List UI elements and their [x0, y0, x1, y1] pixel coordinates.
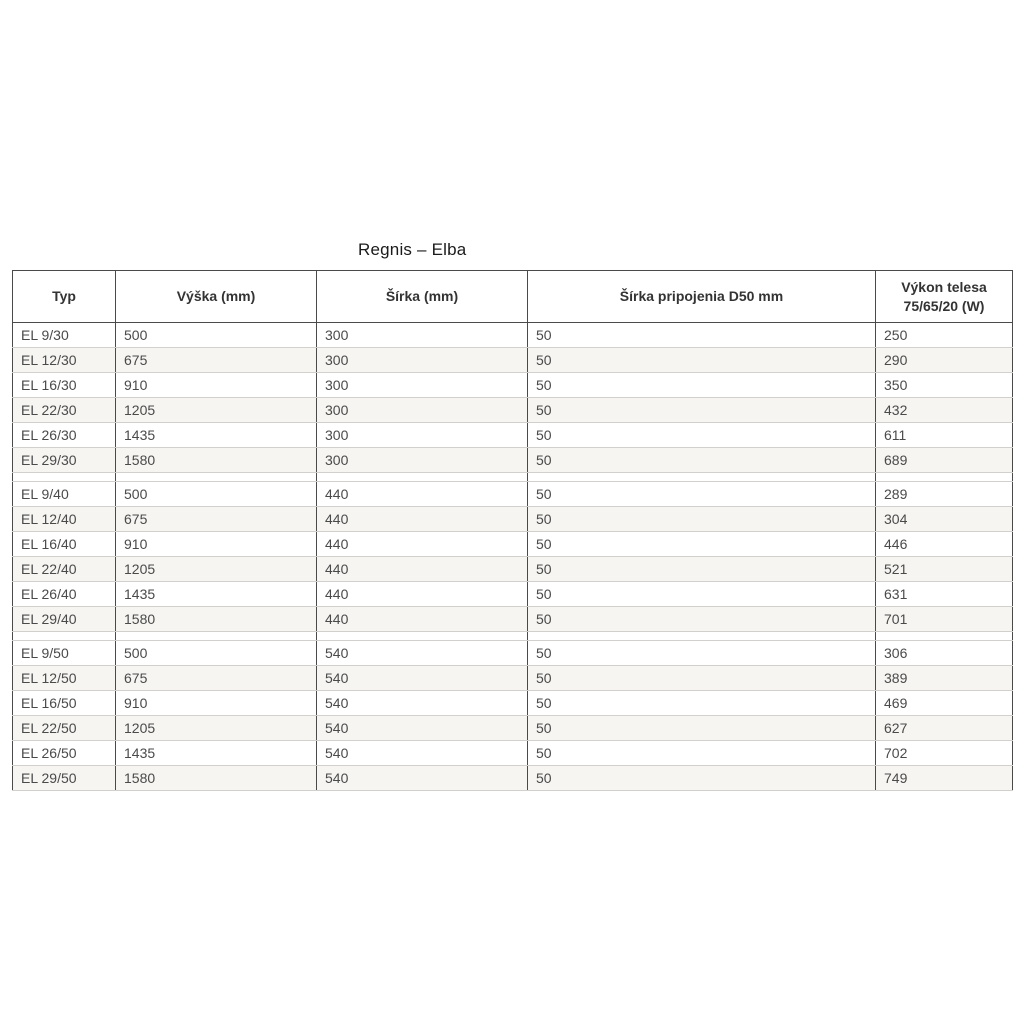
cell-value: 675 — [116, 348, 317, 373]
cell-value: 50 — [528, 323, 876, 348]
cell-value: 289 — [876, 482, 1013, 507]
cell-typ: EL 22/50 — [13, 716, 116, 741]
cell-value: 1435 — [116, 582, 317, 607]
cell-value: 50 — [528, 741, 876, 766]
cell-typ: EL 22/40 — [13, 557, 116, 582]
cell-value: 50 — [528, 398, 876, 423]
table-row — [13, 607, 1013, 632]
cell-value: 50 — [528, 482, 876, 507]
cell-typ: EL 26/30 — [13, 423, 116, 448]
cell-value: 440 — [317, 607, 528, 632]
cell-value: 1580 — [116, 448, 317, 473]
cell-value: 350 — [876, 373, 1013, 398]
cell-value: 50 — [528, 666, 876, 691]
cell-value: 50 — [528, 557, 876, 582]
cell-value: 50 — [528, 448, 876, 473]
cell-value: 304 — [876, 507, 1013, 532]
column-header: Typ — [13, 271, 116, 323]
cell-value: 540 — [317, 716, 528, 741]
cell-typ: EL 22/30 — [13, 398, 116, 423]
table-header-row — [13, 271, 1013, 323]
cell-typ: EL 16/40 — [13, 532, 116, 557]
table-head — [13, 271, 1013, 323]
table-body — [13, 323, 1013, 791]
cell-value: 300 — [317, 423, 528, 448]
cell-typ: EL 26/50 — [13, 741, 116, 766]
table-row — [13, 323, 1013, 348]
cell-typ: EL 9/50 — [13, 641, 116, 666]
spacer-cell — [876, 473, 1013, 482]
spacer-cell — [528, 632, 876, 641]
cell-value: 1580 — [116, 607, 317, 632]
cell-typ: EL 9/40 — [13, 482, 116, 507]
cell-value: 446 — [876, 532, 1013, 557]
table-row — [13, 348, 1013, 373]
cell-value: 1580 — [116, 766, 317, 791]
cell-value: 540 — [317, 641, 528, 666]
cell-value: 701 — [876, 607, 1013, 632]
table-row — [13, 582, 1013, 607]
group-spacer-row — [13, 473, 1013, 482]
cell-value: 300 — [317, 448, 528, 473]
spacer-cell — [13, 632, 116, 641]
cell-value: 749 — [876, 766, 1013, 791]
cell-value: 440 — [317, 482, 528, 507]
spacer-cell — [13, 473, 116, 482]
cell-value: 389 — [876, 666, 1013, 691]
table-row — [13, 423, 1013, 448]
cell-value: 910 — [116, 373, 317, 398]
cell-value: 540 — [317, 741, 528, 766]
table-row — [13, 482, 1013, 507]
cell-value: 689 — [876, 448, 1013, 473]
spacer-cell — [317, 473, 528, 482]
cell-value: 50 — [528, 766, 876, 791]
table-row — [13, 507, 1013, 532]
cell-value: 675 — [116, 507, 317, 532]
cell-value: 300 — [317, 348, 528, 373]
column-header: Výška (mm) — [116, 271, 317, 323]
cell-value: 540 — [317, 766, 528, 791]
table-row — [13, 557, 1013, 582]
cell-value: 702 — [876, 741, 1013, 766]
column-header: Šírka (mm) — [317, 271, 528, 323]
cell-value: 521 — [876, 557, 1013, 582]
cell-value: 290 — [876, 348, 1013, 373]
cell-value: 910 — [116, 691, 317, 716]
column-header: Výkon telesa 75/65/20 (W) — [876, 271, 1013, 323]
cell-value: 1205 — [116, 557, 317, 582]
radiator-spec-table — [12, 270, 1013, 791]
cell-typ: EL 29/30 — [13, 448, 116, 473]
cell-typ: EL 29/50 — [13, 766, 116, 791]
cell-value: 300 — [317, 373, 528, 398]
cell-value: 1205 — [116, 716, 317, 741]
column-header: Šírka pripojenia D50 mm — [528, 271, 876, 323]
group-spacer-row — [13, 632, 1013, 641]
table-row — [13, 716, 1013, 741]
cell-value: 50 — [528, 373, 876, 398]
cell-value: 440 — [317, 557, 528, 582]
spacer-cell — [116, 632, 317, 641]
table-row — [13, 766, 1013, 791]
cell-value: 50 — [528, 507, 876, 532]
cell-typ: EL 12/30 — [13, 348, 116, 373]
cell-value: 50 — [528, 423, 876, 448]
table-row — [13, 448, 1013, 473]
cell-value: 611 — [876, 423, 1013, 448]
cell-typ: EL 16/30 — [13, 373, 116, 398]
table-row — [13, 641, 1013, 666]
cell-value: 306 — [876, 641, 1013, 666]
cell-typ: EL 26/40 — [13, 582, 116, 607]
cell-value: 631 — [876, 582, 1013, 607]
cell-value: 432 — [876, 398, 1013, 423]
cell-typ: EL 12/50 — [13, 666, 116, 691]
spacer-cell — [317, 632, 528, 641]
cell-value: 50 — [528, 532, 876, 557]
cell-typ: EL 9/30 — [13, 323, 116, 348]
cell-value: 540 — [317, 691, 528, 716]
table-row — [13, 532, 1013, 557]
cell-value: 50 — [528, 582, 876, 607]
cell-value: 50 — [528, 691, 876, 716]
cell-value: 500 — [116, 323, 317, 348]
cell-value: 500 — [116, 641, 317, 666]
table-row — [13, 373, 1013, 398]
cell-value: 1435 — [116, 741, 317, 766]
table-row — [13, 691, 1013, 716]
cell-typ: EL 29/40 — [13, 607, 116, 632]
cell-value: 250 — [876, 323, 1013, 348]
cell-value: 540 — [317, 666, 528, 691]
cell-typ: EL 12/40 — [13, 507, 116, 532]
table-row — [13, 741, 1013, 766]
cell-value: 50 — [528, 641, 876, 666]
cell-value: 1205 — [116, 398, 317, 423]
spacer-cell — [116, 473, 317, 482]
cell-value: 50 — [528, 348, 876, 373]
cell-value: 300 — [317, 323, 528, 348]
cell-value: 469 — [876, 691, 1013, 716]
cell-value: 300 — [317, 398, 528, 423]
cell-value: 627 — [876, 716, 1013, 741]
spacer-cell — [528, 473, 876, 482]
cell-typ: EL 16/50 — [13, 691, 116, 716]
cell-value: 440 — [317, 507, 528, 532]
cell-value: 675 — [116, 666, 317, 691]
cell-value: 440 — [317, 532, 528, 557]
table-row — [13, 398, 1013, 423]
page-title: Regnis – Elba — [358, 240, 467, 259]
cell-value: 50 — [528, 716, 876, 741]
cell-value: 910 — [116, 532, 317, 557]
cell-value: 440 — [317, 582, 528, 607]
spacer-cell — [876, 632, 1013, 641]
cell-value: 50 — [528, 607, 876, 632]
table-row — [13, 666, 1013, 691]
cell-value: 1435 — [116, 423, 317, 448]
cell-value: 500 — [116, 482, 317, 507]
